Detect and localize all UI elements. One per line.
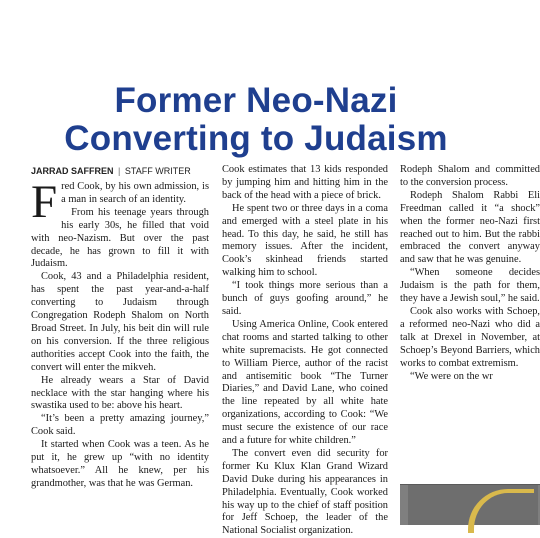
advertisement-logo-graphic xyxy=(468,489,534,533)
paragraph: “When someone decides Judaism is the path for them, they have a Jewish soul,” he said. xyxy=(400,267,540,305)
article-column-1 xyxy=(31,176,209,491)
article-column-3 xyxy=(400,164,540,383)
advertisement-panel xyxy=(408,485,538,525)
paragraph: From his teenage years through his early 30s, he filled that void with neo-Nazism. But over the past decade, he has grown to fill it with Judaism. xyxy=(31,206,209,270)
paragraph: “We were on the wr xyxy=(410,370,493,382)
paragraph: Using America Online, Cook entered chat rooms and started talking to other white supremacists. He got connected to William Pierce, author of the racist and antisemitic book “The Turner Diaries,” and David Lane, who coined the line repeated by all white hate organizations, according to Cook: “We must secure the existence of our race and a future for white children.” xyxy=(222,318,388,447)
paragraph: Rodeph Shalom and committed to the conversion process. xyxy=(400,164,540,188)
headline-line-1: Former Neo-Nazi xyxy=(114,81,398,120)
paragraph: He spent two or three days in a coma and emerged with a steel plate in his head. To this day, he said, he still has memory issues. After the incident, Cook’s skinhead friends started walking him to school. xyxy=(222,202,388,279)
paragraph: The convert even did security for former Ku Klux Klan Grand Wizard David Duke during his appearances in Philadelphia. Eventually, Cook worked his way up to the chief of staff position for Jeff Schoep, the leader of the National Socialist organization. xyxy=(222,447,388,537)
byline-role: STAFF WRITER xyxy=(124,166,191,176)
paragraph xyxy=(31,176,209,228)
paragraph: “It’s been a pretty amazing journey,” Cook said. xyxy=(31,413,209,438)
byline xyxy=(31,166,231,177)
paragraph: “I took things more serious than a bunch of guys goofing around,” he said. xyxy=(222,280,388,317)
article-column-2 xyxy=(222,164,388,538)
paragraph: Rodeph Shalom Rabbi Eli Freedman called it “a shock” when the former neo-Nazi first reached out to him. But the rabbi embraced the convert anyway and saw that he was genuine. xyxy=(400,189,540,266)
paragraph: Cook, 43 and a Philadelphia resident, has spent the past year-and-a-half converting to Judaism through Congregation Rodeph Shalom on North Broad Street. In July, his beit din will rule on his conversion. If the three religious authorities accept Cook into the faith, the convert will enter the mikveh. xyxy=(31,271,209,373)
paragraph: He already wears a Star of David necklace with the star hanging where his swastika used to be: above his heart. xyxy=(31,374,209,412)
paragraph: It started when Cook was a teen. As he put it, he grew up “with no identity whatsoever.” All he knew, per his grandmother, was that he was German. xyxy=(31,439,209,489)
paragraph: Cook estimates that 13 kids responded by jumping him and hitting him in the back of the head with a piece of brick. xyxy=(222,164,388,201)
headline-line-2: Converting to Judaism xyxy=(64,119,448,158)
paragraph-text: red Cook, by his own admission, is a man in search of an identity. xyxy=(61,181,209,205)
drop-cap: F xyxy=(31,176,58,228)
advertisement-image xyxy=(400,484,540,525)
headline xyxy=(0,82,512,158)
paragraph: Cook also works with Schoep, a reformed neo-Nazi who did a talk at Drexel in November, at Schoep’s Beyond Barriers, which works to combat extremism. xyxy=(400,305,540,369)
byline-separator: | xyxy=(118,166,121,176)
byline-author: JARRAD SAFFREN xyxy=(31,166,114,176)
